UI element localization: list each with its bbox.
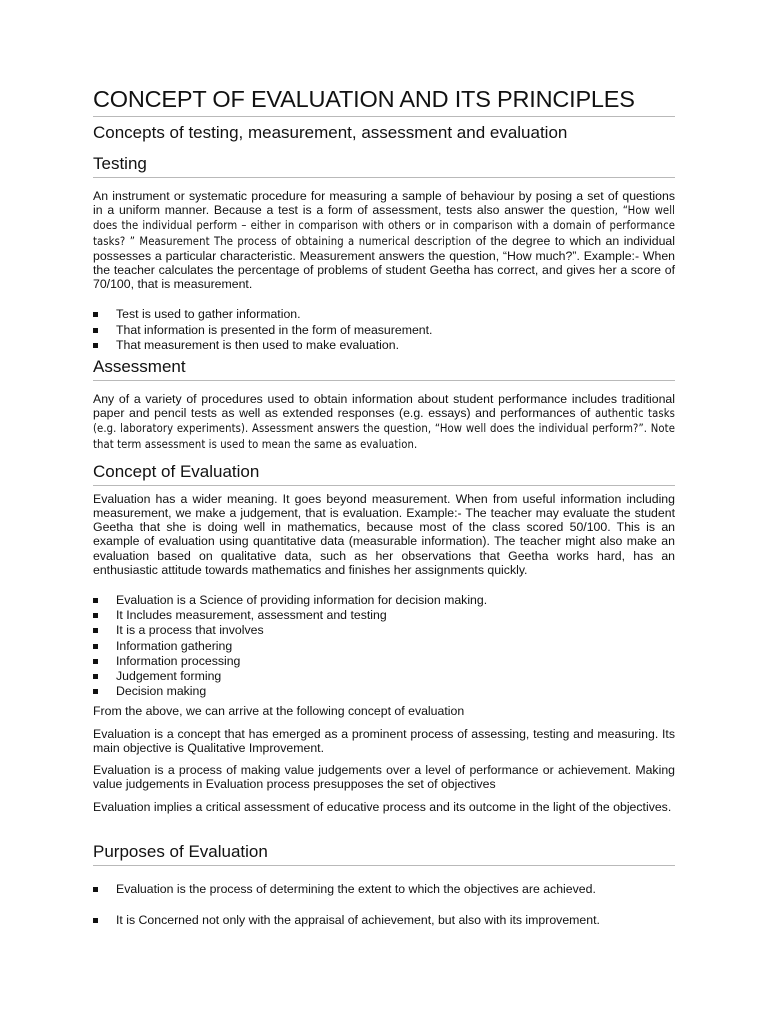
concept-paragraph: Evaluation has a wider meaning. It goes beyond measurement. When from useful information including measurement, we make a judgement, that is evaluation. Example:- The teacher may evaluate the student Geetha that she is doing well in mathematics, because most of the class scored 50/100. This is an example of evaluation using quantitative data (measurable information). The teacher might also make an evaluation based on qualitative data, such as her observations that Geetha works hard, has an enthusiastic attitude towards mathematics and finishes her assignments quickly.: [93, 491, 675, 577]
bullet-square-icon: [93, 659, 98, 664]
testing-paragraph-1: An instrument or systematic procedure for measuring a sample of behaviour by posing a set of questions in a uniform manner. Because a test is a form of assessment, tests also answer the question, “How well does the individual perform – either in comparison with others or in comparison with a domain of performance tasks? ” Measurement The process of obtaining a numerical description of the degree to which an individual possesses a particular characteristic. Measurement answers the question, “How much?”. Example:- When the teacher calculates the percentage of problems of student Geetha has correct, and gives her a score of 70/100, that is measurement.: [93, 189, 675, 292]
list-item: It is a process that involves: [93, 623, 675, 638]
list-item: Information processing: [93, 654, 675, 669]
list-item: It is Concerned not only with the appraisal of achievement, but also with its improvement.: [93, 913, 675, 928]
concept-definition-1: Evaluation is a concept that has emerged as a prominent process of assessing, testing and measuring. Its main objective is Qualitative Improvement.: [93, 726, 675, 755]
list-item: Test is used to gather information.: [93, 307, 675, 322]
purposes-bullet-list: [93, 882, 675, 928]
from-above-paragraph: From the above, we can arrive at the following concept of evaluation: [93, 704, 465, 719]
list-item: Decision making: [93, 684, 675, 699]
bullet-square-icon: [93, 674, 98, 679]
list-item: That information is presented in the form of measurement.: [93, 323, 675, 338]
document-body: [93, 84, 675, 928]
bullet-square-icon: [93, 613, 98, 618]
list-item: Evaluation is the process of determining the extent to which the objectives are achieved.: [93, 882, 675, 897]
list-item: It Includes measurement, assessment and testing: [93, 608, 675, 623]
bullet-square-icon: [93, 312, 98, 317]
concept-definition-2: Evaluation is a process of making value judgements over a level of performance or achievement. Making value judgements in Evaluation process presupposes the set of objectives: [93, 763, 675, 792]
heading-assessment: Assessment: [93, 355, 675, 381]
bullet-square-icon: [93, 918, 98, 923]
bullet-square-icon: [93, 644, 98, 649]
heading-purposes-of-evaluation: Purposes of Evaluation: [93, 840, 675, 866]
list-item: Evaluation is a Science of providing information for decision making.: [93, 593, 675, 608]
bullet-square-icon: [93, 689, 98, 694]
heading-testing: Testing: [93, 152, 675, 178]
bullet-square-icon: [93, 887, 98, 892]
assessment-paragraph: Any of a variety of procedures used to obtain information about student performance includes traditional paper and pencil tests as well as extended responses (e.g. essays) and performances of authentic tasks (e.g. laboratory experiments). Assessment answers the question, “How well does the individual perform?”. Note that term assessment is used to mean the same as evaluation.: [93, 392, 675, 451]
bullet-square-icon: [93, 628, 98, 633]
page-title: CONCEPT OF EVALUATION AND ITS PRINCIPLES: [93, 84, 675, 117]
bullet-square-icon: [93, 343, 98, 348]
list-item: That measurement is then used to make evaluation.: [93, 338, 675, 353]
concept-definition-3: Evaluation implies a critical assessment of educative process and its outcome in the light of the objectives.: [93, 799, 672, 814]
list-item: Information gathering: [93, 639, 675, 654]
list-item: Judgement forming: [93, 669, 675, 684]
bullet-square-icon: [93, 328, 98, 333]
bullet-square-icon: [93, 598, 98, 603]
heading-concept-of-evaluation: Concept of Evaluation: [93, 460, 675, 486]
page-subtitle: Concepts of testing, measurement, assessment and evaluation: [93, 123, 568, 142]
concept-bullet-list: [93, 593, 675, 699]
testing-bullet-list: [93, 307, 675, 353]
